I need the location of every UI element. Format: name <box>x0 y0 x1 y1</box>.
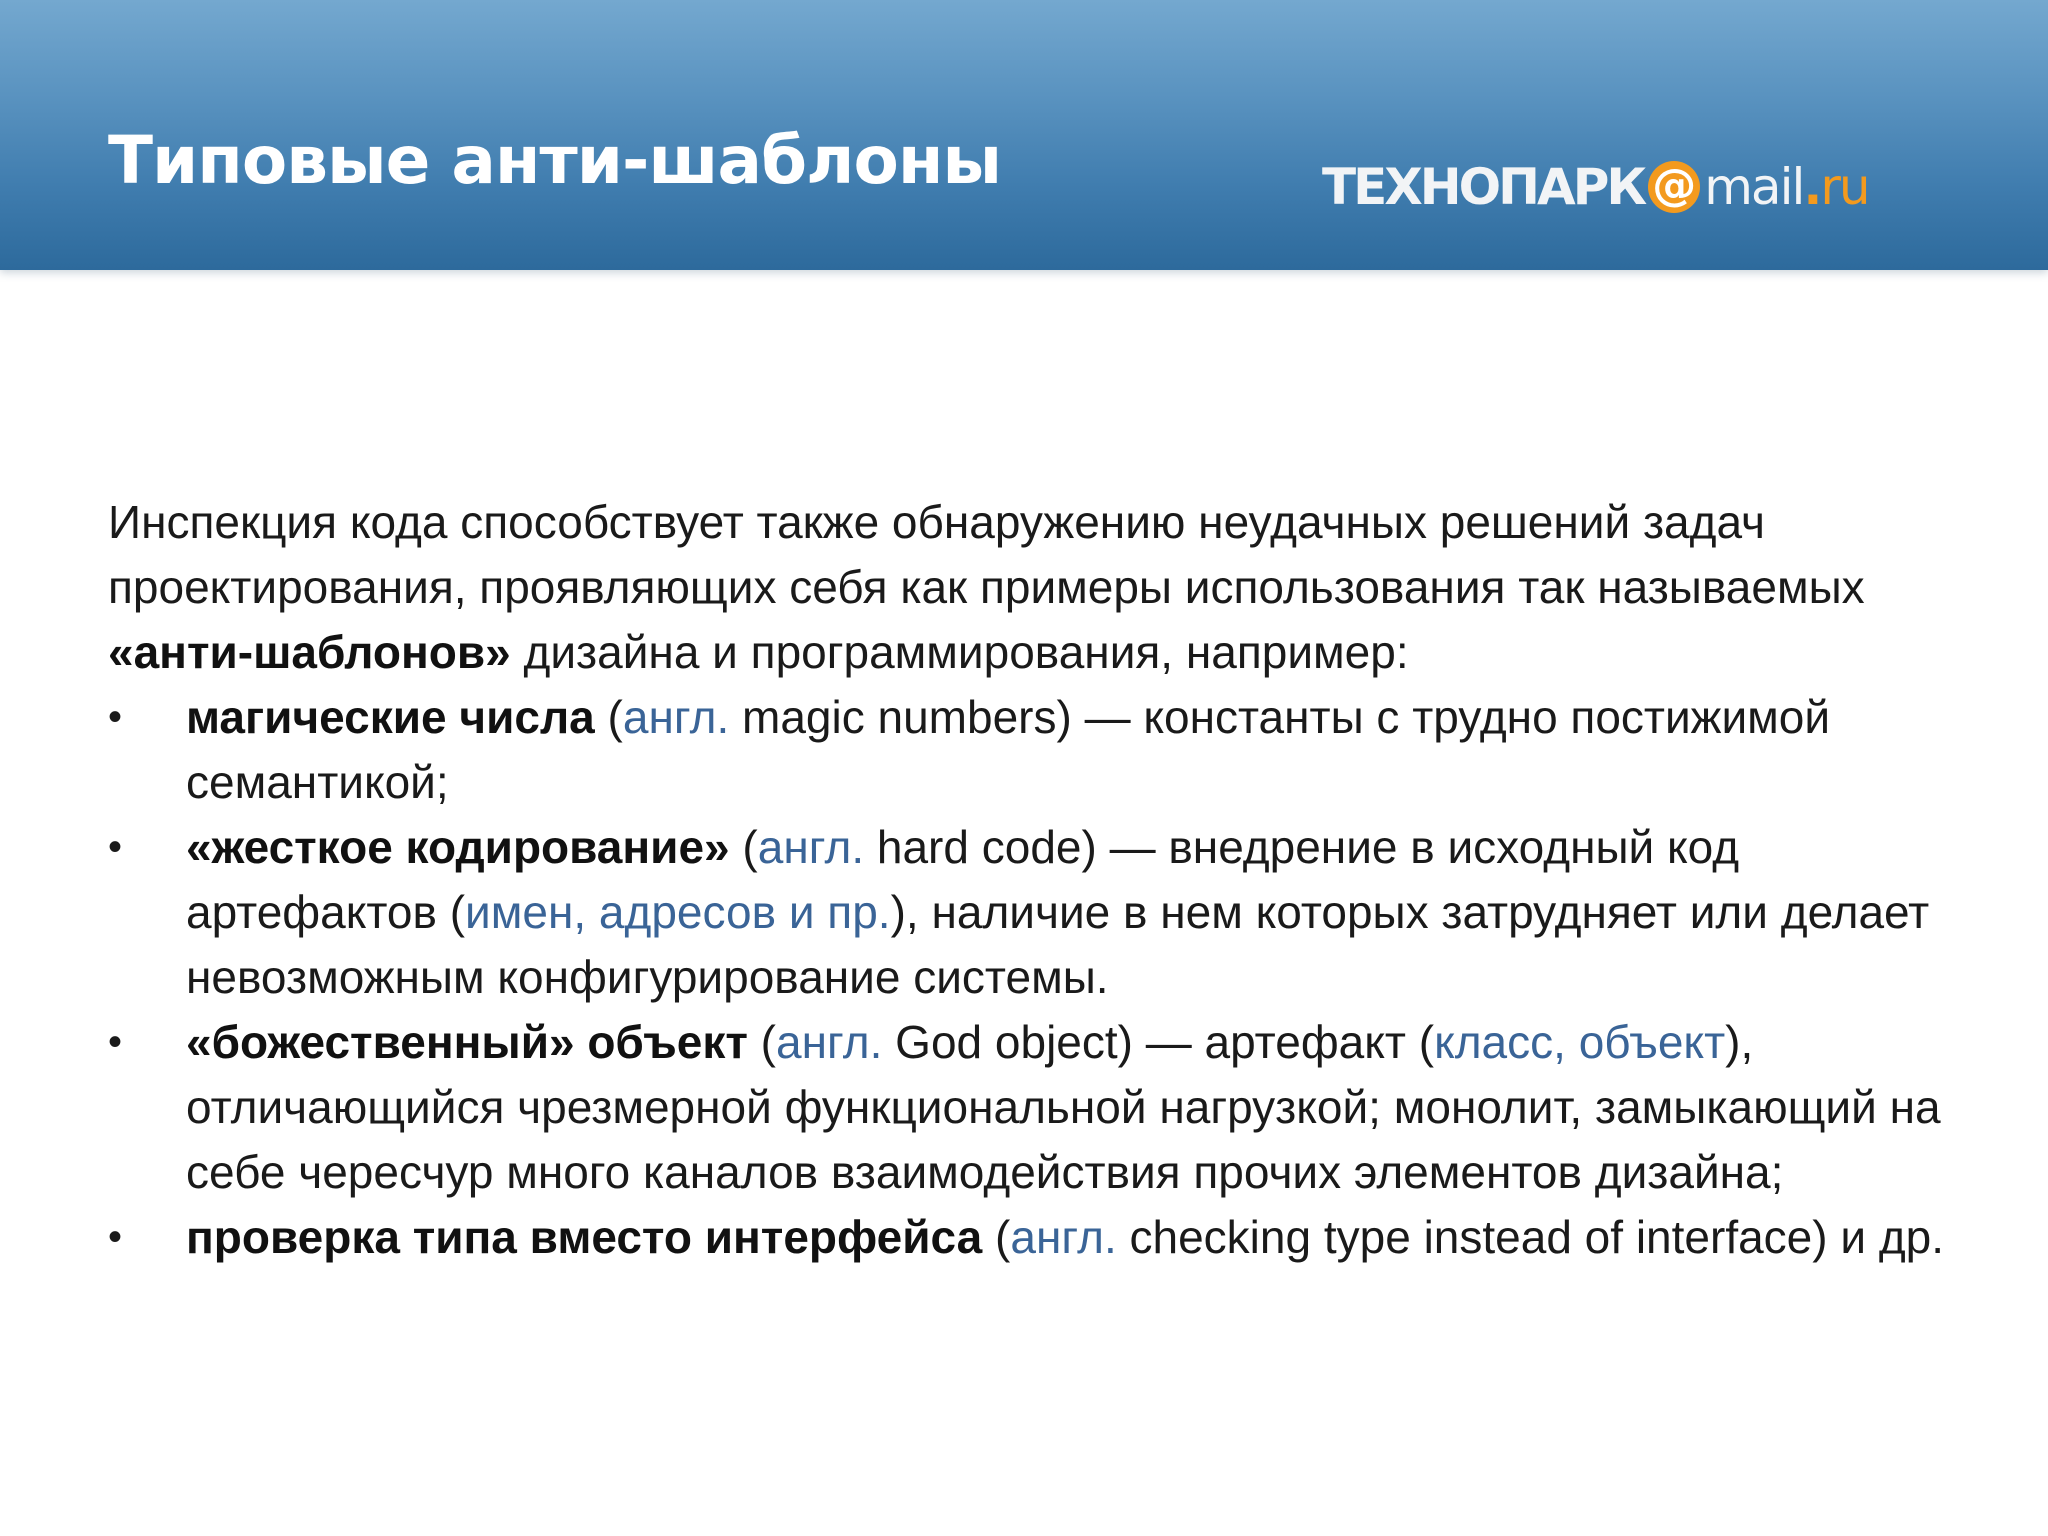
term: «жесткое кодирование» <box>186 821 730 873</box>
logo-ru-text: ru <box>1820 158 1869 216</box>
logo-technopark-text: ТЕХНОПАРК <box>1322 158 1645 216</box>
header-bar <box>0 0 2048 270</box>
bullet-icon: • <box>108 1215 123 1259</box>
description: — артефакт ( <box>1132 1016 1435 1068</box>
inline-examples: имен, адресов и пр. <box>465 886 891 938</box>
english-term: God object) <box>882 1016 1133 1068</box>
list-item <box>108 685 1998 815</box>
list-item <box>108 815 1998 1010</box>
description-cont: ), наличие в нем которых затрудняет или делает невозможным конфигурирование системы. <box>186 886 1930 1003</box>
slide-body <box>108 490 1998 1270</box>
bullet-icon: • <box>108 825 123 869</box>
term: проверка типа вместо интерфейса <box>186 1211 983 1263</box>
slide-title: Типовые анти-шаблоны <box>108 122 1002 199</box>
list-item <box>108 1205 1998 1270</box>
bullet-icon: • <box>108 695 123 739</box>
english-term: magic numbers) <box>729 691 1072 743</box>
bullet-icon: • <box>108 1020 123 1064</box>
intro-paragraph <box>108 490 1998 685</box>
description: — внедрение в исходный код артефактов ( <box>186 821 1740 938</box>
paren-open: ( <box>982 1211 1011 1263</box>
term: магические числа <box>186 691 595 743</box>
english-term: checking type instead of interface) <box>1116 1211 1828 1263</box>
term: «божественный» объект <box>186 1016 748 1068</box>
intro-text-2: дизайна и программирования, например: <box>510 626 1409 678</box>
paren-open: ( <box>729 821 758 873</box>
engl-abbrev: англ. <box>1010 1211 1117 1263</box>
description-cont: ), отличающийся чрезмерной функциональной нагрузкой; монолит, замыкающий на себе чересчур много каналов взаимодействия прочих элементов дизайна; <box>186 1016 1941 1198</box>
paren-open: ( <box>747 1016 777 1068</box>
engl-abbrev: англ. <box>757 821 865 873</box>
intro-bold-term: «анти-шаблонов» <box>108 626 511 678</box>
engl-abbrev: англ. <box>622 691 730 743</box>
english-term: hard code) <box>864 821 1097 873</box>
engl-abbrev: англ. <box>776 1016 883 1068</box>
logo-at-icon: @ <box>1648 161 1700 213</box>
logo-dot: . <box>1803 158 1821 216</box>
inline-examples: класс, объект <box>1434 1016 1726 1068</box>
description: — константы с трудно постижимой семантикой; <box>186 691 1831 808</box>
anti-pattern-list <box>108 685 1998 1270</box>
technopark-mail-logo <box>1322 152 1869 222</box>
description: и др. <box>1827 1211 1945 1263</box>
intro-text-1: Инспекция кода способствует также обнаружению неудачных решений задач проектирования, проявляющих себя как примеры использования так называемых <box>108 496 1865 613</box>
paren-open: ( <box>594 691 623 743</box>
logo-mail-text: mail <box>1704 158 1804 216</box>
list-item <box>108 1010 1998 1205</box>
